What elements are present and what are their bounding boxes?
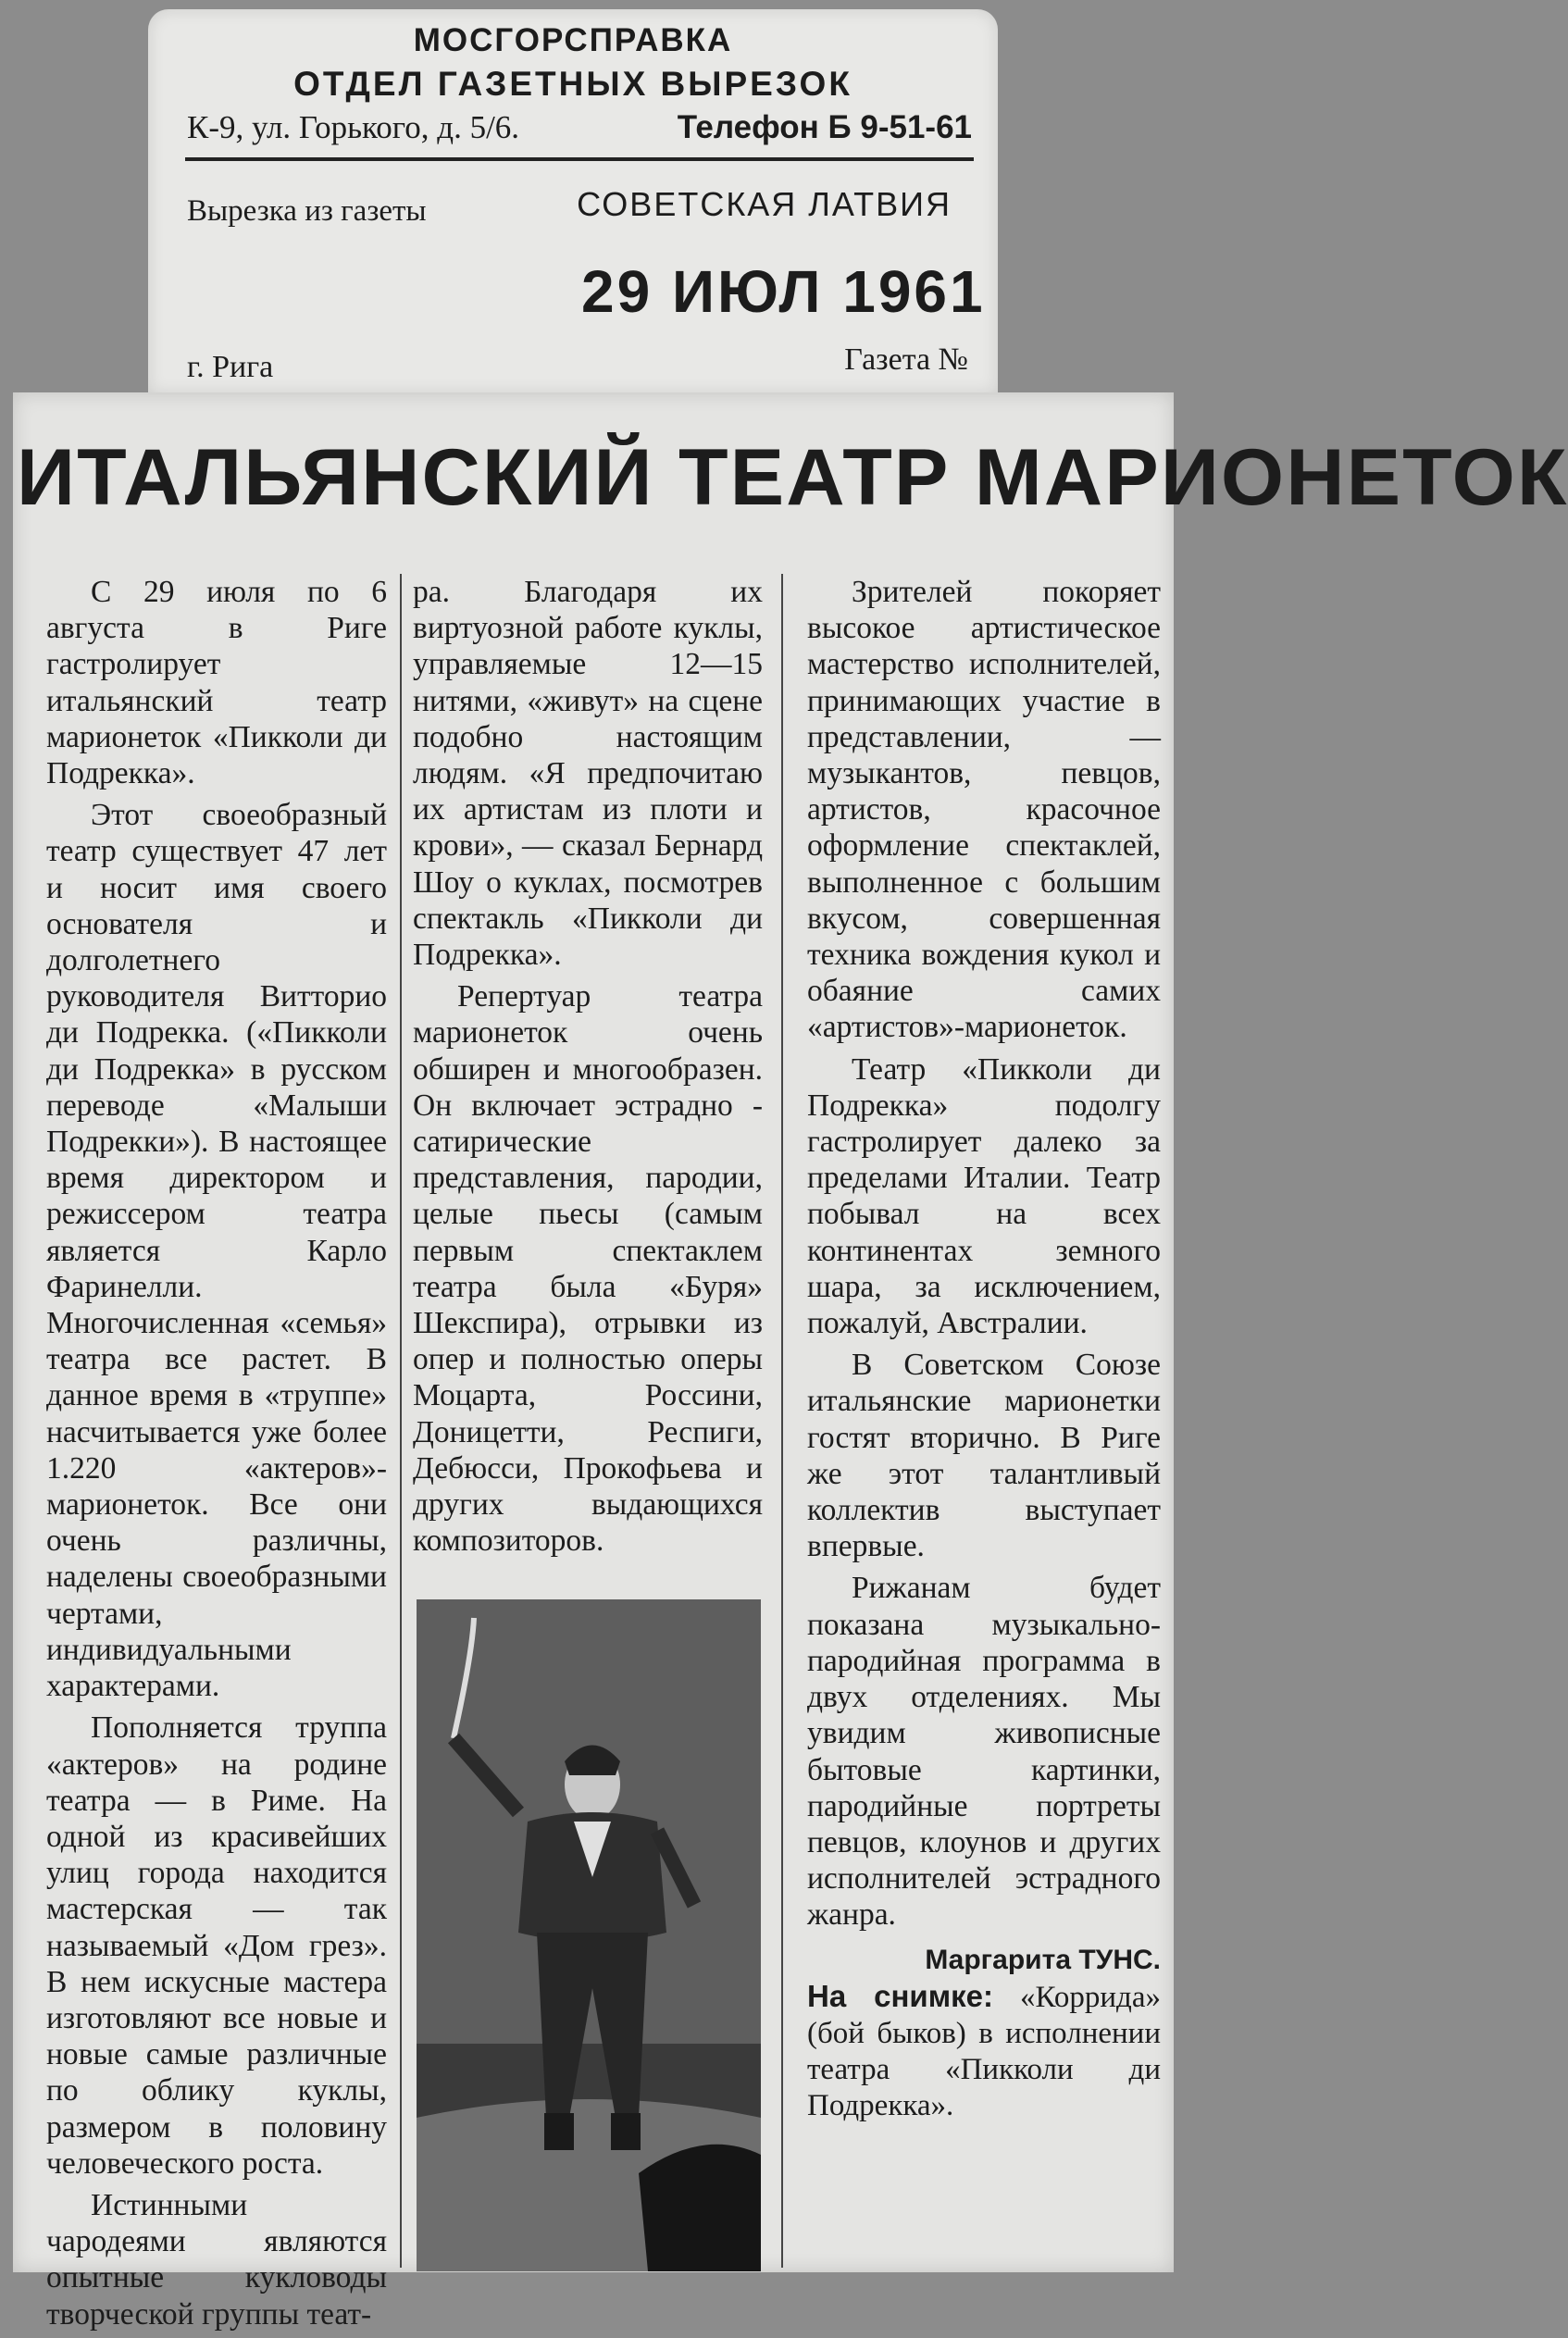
caption-text: «Коррида» (бой быков) в исполнении театра «Пикколи ди Подрекка».: [807, 1980, 1161, 2122]
column-1: [46, 574, 387, 2338]
cut-from-label: Вырезка из газеты: [187, 194, 427, 228]
paragraph: Зрителей покоряет высокое артистическое мастерство исполнителей, принимающих участие в представлении, — музыкантов, певцов, артистов, красочное оформление спектаклей, выполненное с большим вкусом, совершенная техника вождения кукол и обаяние самих «артистов»-марионеток.: [807, 575, 1161, 1045]
city: г. Рига: [187, 350, 274, 384]
paragraph: Пополняется труппа «актеров» на родине театра — в Риме. На одной из красивейших улиц города находится мастерская — так называемый «Дом грез». В нем искусные мастера изготовляют все новые и новые самые различные по облику куклы, размером в половину человеческого роста.: [46, 1710, 387, 2181]
headline: ИТАЛЬЯНСКИЙ ТЕАТР МАРИОНЕТОК: [17, 433, 1568, 522]
phone: Телефон Б 9-51-61: [677, 109, 972, 145]
paragraph: Репертуар театра марионеток очень обширен и многообразен. Он включает эстрадно - сатирические представления, пародии, целые пьесы (самым первым спектаклем театра была «Буря» Шекспира), отрывки из опер и полностью оперы Моцарта, Россини, Доницетти, Респиги, Дебюсси, Прокофьева и других выдающихся композиторов.: [413, 979, 763, 1559]
column-3: [807, 574, 1161, 2130]
date-stamp: 29 ИЮЛ 1961: [581, 258, 986, 325]
paragraph: Истинными чародеями являются опытные кукловоды творческой группы теат-: [46, 2187, 387, 2332]
photo-caption: [807, 1978, 1161, 2124]
column-rule: [781, 574, 783, 2268]
paragraph: Рижанам будет показана музыкально-пародийная программа в двух отделениях. Мы увидим живописные бытовые картинки, пародийные портреты певцов, клоунов и других исполнителей эстрадного жанра.: [807, 1571, 1161, 1933]
divider: [185, 157, 974, 161]
paragraph: В Советском Союзе итальянские марионетки гостят вторично. В Риге же этот талантливый коллектив выступает впервые.: [807, 1348, 1161, 1564]
paragraph: ра. Благодаря их виртуозной работе куклы, управляемые 12—15 нитями, «живут» на сцене подобно настоящим людям. «Я предпочитаю их артистам из плоти и крови», — сказал Бернард Шоу о куклах, посмотрев спектакль «Пикколи ди Подрекка».: [413, 575, 763, 973]
caption-lead: На снимке:: [807, 1978, 993, 2013]
address: К-9, ул. Горького, д. 5/6.: [187, 109, 520, 145]
newspaper-name: СОВЕТСКАЯ ЛАТВИЯ: [577, 185, 952, 223]
column-2: [413, 574, 763, 1564]
author: Маргарита ТУНС.: [925, 1944, 1161, 1975]
newspaper-clipping: [13, 392, 1568, 2332]
clipping-service-label: [148, 9, 998, 394]
org-name: МОСГОРСПРАВКА: [413, 22, 733, 58]
dept-name: ОТДЕЛ ГАЗЕТНЫХ ВЫРЕЗОК: [293, 65, 852, 103]
issue-number-label: Газета №: [844, 342, 968, 377]
column-rule: [400, 574, 402, 2268]
paragraph: Этот своеобразный театр существует 47 лет и носит имя своего основателя и долголетнего руководителя Витторио ди Подрекка. («Пикколи ди Подрекка» в русском переводе «Малыши Подрекки»). В настоящее время директором и режиссером театра является Карло Фаринелли. Многочисленная «семья» театра все растет. В данное время в «труппе» насчитывается уже более 1.220 «актеров»-марионеток. Все они очень различны, наделены своеобразными чертами, индивидуальными характерами.: [46, 798, 387, 1704]
paragraph: С 29 июля по 6 августа в Риге гастролирует итальянский театр марионеток «Пикколи ди Подрекка».: [46, 575, 387, 791]
marionette-photo: [417, 1599, 761, 2271]
paragraph: Театр «Пикколи ди Подрекка» подолгу гастролирует далеко за пределами Италии. Театр побывал на всех континентах земного шара, за исключением, пожалуй, Австралии.: [807, 1051, 1161, 1341]
